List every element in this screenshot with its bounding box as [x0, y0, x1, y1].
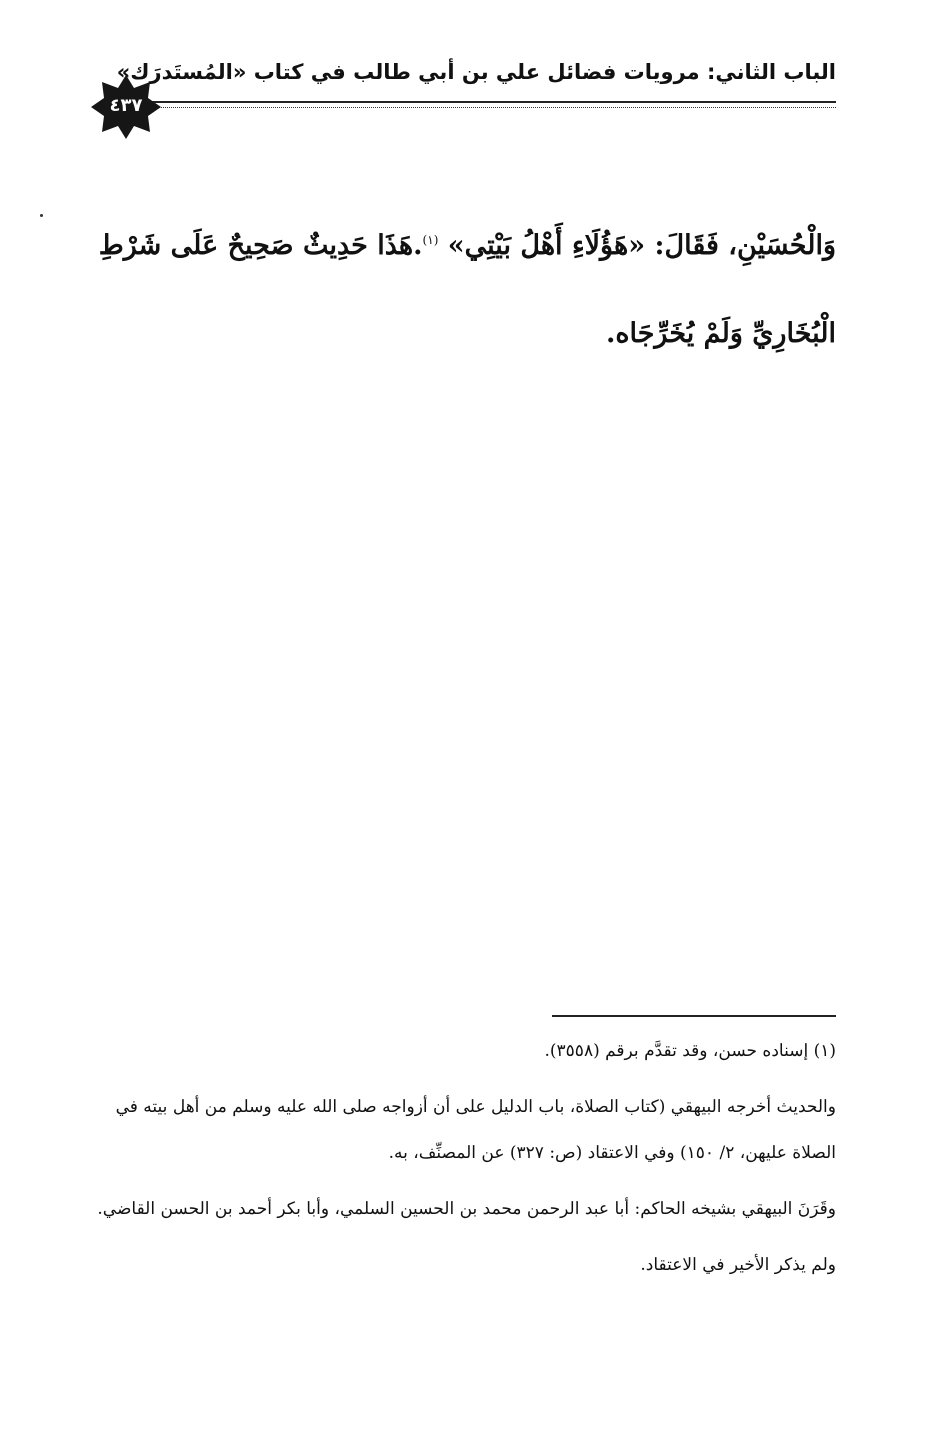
running-header-title: الباب الثاني: مرويات فضائل علي بن أبي طالب في كتاب «المُستَدرَك» [116, 60, 836, 84]
footnote-reference: (١) [422, 233, 439, 247]
footnote-paragraph-3: ولم يذكر الأخير في الاعتقاد. [640, 1255, 836, 1275]
hadith-quote: وَالْحُسَيْنِ، فَقَالَ: «هَؤُلَاءِ أَهْلُ بَيْتِي» [447, 230, 836, 261]
scan-speck [40, 214, 43, 217]
main-line-1 [76, 196, 836, 290]
footnote-1: (١) إسناده حسن، وقد تقدَّم برقم (٣٥٥٨). [544, 1041, 836, 1061]
hadith-grading: .هَذَا حَدِيثٌ صَحِيحٌ عَلَى شَرْطِ [98, 230, 423, 261]
main-text [76, 196, 836, 378]
footnotes [84, 1028, 836, 1298]
page-number: ٤٣٧ [109, 95, 143, 116]
page-number-badge [90, 74, 162, 140]
footnote-paragraph-1: والحديث أخرجه البيهقي (كتاب الصلاة، باب الدليل على أن أزواجه صلى الله عليه وسلم من أهل بيته في الصلاة عليهن، ٢/ ١٥٠) وفي الاعتقاد (ص: ٣٢٧) عن المصنِّف، به. [115, 1097, 836, 1163]
footnote-paragraph-2: وقَرَنَ البيهقي بشيخه الحاكم: أبا عبد الرحمن محمد بن الحسين السلمي، وأبا بكر أحمد بن الحسن القاضي. [97, 1199, 836, 1219]
header-rule [152, 101, 836, 108]
footnote-separator [552, 1015, 836, 1017]
main-line-2: الْبُخَارِيِّ وَلَمْ يُخَرِّجَاه. [605, 318, 836, 349]
